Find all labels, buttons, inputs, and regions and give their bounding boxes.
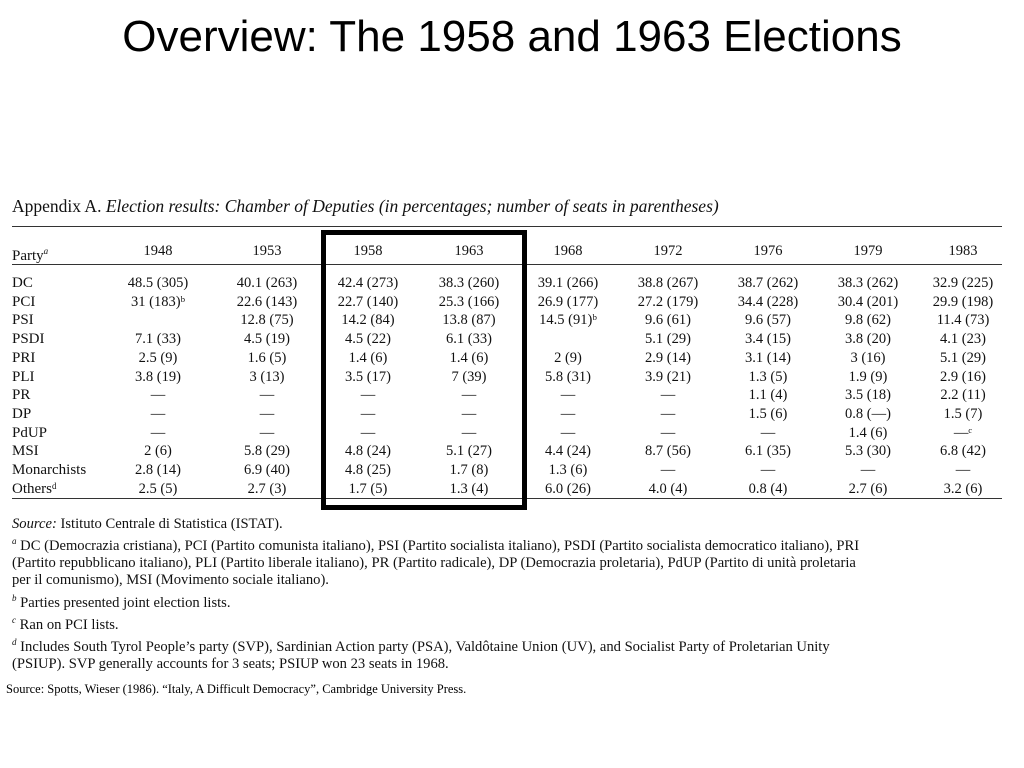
table-cell: 38.8 (267): [637, 275, 699, 291]
table-cell: 4.5 (19): [244, 331, 290, 348]
party-label: PRI: [12, 349, 36, 366]
party-label: PR: [12, 387, 31, 404]
table-cell: 6.8 (42): [940, 443, 986, 460]
table-cell: 5.1 (29): [940, 349, 986, 366]
table-cell: 3 (16): [850, 349, 886, 366]
table-cell: 9.6 (57): [745, 312, 791, 329]
year-header-1976: 1976: [753, 243, 783, 259]
party-label: PdUP: [12, 424, 48, 441]
table-cell: —: [955, 462, 971, 478]
table-cell: —: [660, 387, 676, 404]
table-cell: 7 (39): [451, 368, 487, 385]
footnote-source: Source: Istituto Centrale di Statistica (ISTAT).: [12, 516, 283, 532]
slide-title: Overview: The 1958 and 1963 Elections: [122, 12, 902, 61]
table-cell: 9.8 (62): [845, 312, 891, 329]
table-cell: 31 (183)ᵇ: [130, 293, 186, 310]
table-cell: 0.8 (4): [748, 480, 788, 497]
table-cell: 48.5 (305): [127, 275, 189, 291]
table-cell: —: [259, 424, 275, 441]
table-cell: 38.3 (262): [837, 275, 899, 291]
table-cell: —: [560, 424, 576, 441]
table-cell: 14.2 (84): [341, 312, 395, 329]
table-cell: 1.3 (5): [748, 368, 788, 385]
table-cell: —: [660, 405, 676, 422]
table-cell: 1.6 (5): [247, 349, 287, 366]
table-cell: 4.1 (23): [940, 331, 986, 348]
table-cell: 40.1 (263): [236, 275, 298, 291]
table-cell: —: [150, 424, 166, 441]
party-label: DC: [12, 275, 33, 291]
party-label: Monarchists: [12, 462, 87, 478]
party-label: Othersᵈ: [12, 480, 57, 497]
highlight-box-1958-1963: [321, 230, 527, 510]
table-cell: —: [360, 424, 376, 441]
table-cell: 6.1 (35): [745, 443, 791, 460]
table-cell: 4.8 (24): [345, 443, 391, 460]
table-cell: —: [660, 462, 676, 478]
table-cell: 3.9 (21): [645, 368, 691, 385]
table-cell: 22.6 (143): [236, 293, 298, 310]
slide-source: Source: Spotts, Wieser (1986). “Italy, A Difficult Democracy”, Cambridge University Press.: [6, 682, 467, 696]
party-label: DP: [12, 405, 32, 422]
table-cell: 3.8 (19): [135, 368, 181, 385]
table-cell: 29.9 (198): [932, 293, 994, 310]
table-cell: 1.4 (6): [449, 349, 489, 366]
table-cell: 1.9 (9): [848, 368, 888, 385]
table-cell: 42.4 (273): [337, 275, 399, 291]
table-cell: 4.0 (4): [648, 480, 688, 497]
table-cell: 2.7 (3): [247, 480, 287, 497]
top-rule: [12, 226, 1002, 227]
table-cell: 38.7 (262): [737, 275, 799, 291]
table-cell: —: [461, 424, 477, 441]
footnote-d-line-2: (PSIUP). SVP generally accounts for 3 seats; PSIUP won 23 seats in 1968.: [12, 655, 449, 672]
table-cell: 2.9 (14): [645, 349, 691, 366]
table-cell: 30.4 (201): [837, 293, 899, 310]
table-cell: —: [461, 387, 477, 404]
table-cell: 12.8 (75): [240, 312, 294, 329]
table-cell: 6.0 (26): [545, 480, 591, 497]
table-cell: 4.8 (25): [345, 462, 391, 478]
party-label: PCI: [12, 293, 36, 310]
table-cell: 3.4 (15): [745, 331, 791, 348]
table-cell: 26.9 (177): [537, 293, 599, 310]
table-cell: 2.8 (14): [135, 462, 181, 478]
table-cell: 7.1 (33): [135, 331, 181, 348]
table-cell: 1.1 (4): [748, 387, 788, 404]
year-header-1948: 1948: [143, 243, 173, 259]
table-cell: 2.5 (9): [138, 349, 178, 366]
table-cell: 22.7 (140): [337, 293, 399, 310]
footnote-b: $^b$ Parties presented joint election lists.: [12, 592, 231, 611]
party-label: MSI: [12, 443, 39, 460]
caption-prefix: Appendix A.: [12, 196, 102, 216]
year-header-1963: 1963: [454, 243, 484, 259]
table-cell: —: [150, 405, 166, 422]
table-cell: 1.3 (4): [449, 480, 489, 497]
scanned-table-image: [8, 192, 1008, 672]
table-cell: 5.8 (29): [244, 443, 290, 460]
table-cell: —: [259, 387, 275, 404]
table-cell: 34.4 (228): [737, 293, 799, 310]
table-cell: 1.7 (5): [348, 480, 388, 497]
year-header-1972: 1972: [653, 243, 683, 259]
table-cell: —: [150, 387, 166, 404]
table-cell: 5.3 (30): [845, 443, 891, 460]
table-cell: —: [461, 405, 477, 422]
party-label: PSDI: [12, 331, 45, 348]
table-cell: 3 (13): [249, 368, 285, 385]
table-cell: 2 (9): [554, 349, 582, 366]
year-header-1958: 1958: [353, 243, 383, 259]
footnote-d-line-1: $^d$ Includes South Tyrol People’s party (SVP), Sardinian Action party (PSA), Valdôtaine Union (UV), and Socialist Party of Proletarian Unity: [12, 636, 830, 655]
table-cell: 11.4 (73): [936, 312, 990, 329]
table-cell: 1.4 (6): [848, 424, 888, 441]
caption-title: Election results: Chamber of Deputies (in percentages; number of seats in parentheses): [105, 196, 719, 216]
table-cell: 13.8 (87): [442, 312, 496, 329]
table-cell: 0.8 (—): [845, 405, 891, 422]
table-cell: 8.7 (56): [645, 443, 691, 460]
party-label: PLI: [12, 368, 35, 385]
table-cell: —: [560, 387, 576, 404]
table-cell: 2.5 (5): [138, 480, 178, 497]
table-cell: 4.5 (22): [345, 331, 391, 348]
table-cell: 1.5 (7): [943, 405, 983, 422]
footnote-a-line-1: $^a$ DC (Democrazia cristiana), PCI (Partito comunista italiano), PSI (Partito socialista italiano), PSDI (Partito socialista democratico italiano), PRI: [12, 536, 860, 555]
table-cell: —: [560, 405, 576, 422]
table-cell: —: [660, 424, 676, 441]
year-header-1983: 1983: [948, 243, 978, 259]
table-cell: 5.8 (31): [545, 368, 591, 385]
table-cell: 1.5 (6): [748, 405, 788, 422]
table-cell: 5.1 (29): [645, 331, 691, 348]
year-header-1968: 1968: [553, 243, 583, 259]
table-cell: 2.9 (16): [940, 368, 986, 385]
table-cell: 3.1 (14): [745, 349, 791, 366]
table-cell: 27.2 (179): [637, 293, 699, 310]
footnote-a-line-3: per il comunismo), MSI (Movimento sociale italiano).: [12, 572, 329, 589]
table-cell: 1.7 (8): [449, 462, 489, 478]
year-header-1979: 1979: [853, 243, 883, 259]
footnotes: [12, 516, 1007, 673]
party-header: Party$^a$: [12, 246, 49, 264]
table-cell: —: [360, 387, 376, 404]
table-cell: 25.3 (166): [438, 293, 500, 310]
table-cell: 2.7 (6): [848, 480, 888, 497]
table-cell: —ᶜ: [953, 424, 973, 441]
table-cell: 4.4 (24): [545, 443, 591, 460]
party-label: PSI: [12, 312, 34, 329]
table-cell: —: [259, 405, 275, 422]
table-cell: 39.1 (266): [537, 275, 599, 291]
table-cell: 3.5 (18): [845, 387, 891, 404]
table-cell: 1.4 (6): [348, 349, 388, 366]
table-cell: 3.8 (20): [845, 331, 891, 348]
table-cell: —: [360, 405, 376, 422]
table-cell: 2.2 (11): [940, 387, 986, 404]
table-cell: —: [860, 462, 876, 478]
table-cell: —: [760, 424, 776, 441]
footnote-c: $^c$ Ran on PCI lists.: [12, 614, 119, 633]
table-cell: 5.1 (27): [446, 443, 492, 460]
table-cell: 32.9 (225): [932, 275, 994, 291]
table-cell: 3.5 (17): [345, 368, 391, 385]
year-header-1953: 1953: [252, 243, 282, 259]
table-cell: 14.5 (91)ᵇ: [539, 312, 597, 329]
table-cell: —: [760, 462, 776, 478]
table-cell: 6.9 (40): [244, 462, 290, 478]
footnote-a-line-2: (Partito repubblicano italiano), PLI (Partito liberale italiano), PR (Partito radicale), DP (Democrazia proletaria), PdUP (Partito di unità proletaria: [12, 555, 856, 572]
table-caption: [12, 196, 719, 217]
table-cell: 1.3 (6): [548, 462, 588, 478]
table-cell: 3.2 (6): [943, 480, 983, 497]
table-cell: 2 (6): [144, 443, 172, 460]
table-cell: 9.6 (61): [645, 312, 691, 329]
table-cell: 6.1 (33): [446, 331, 492, 348]
table-cell: 38.3 (260): [438, 275, 500, 291]
